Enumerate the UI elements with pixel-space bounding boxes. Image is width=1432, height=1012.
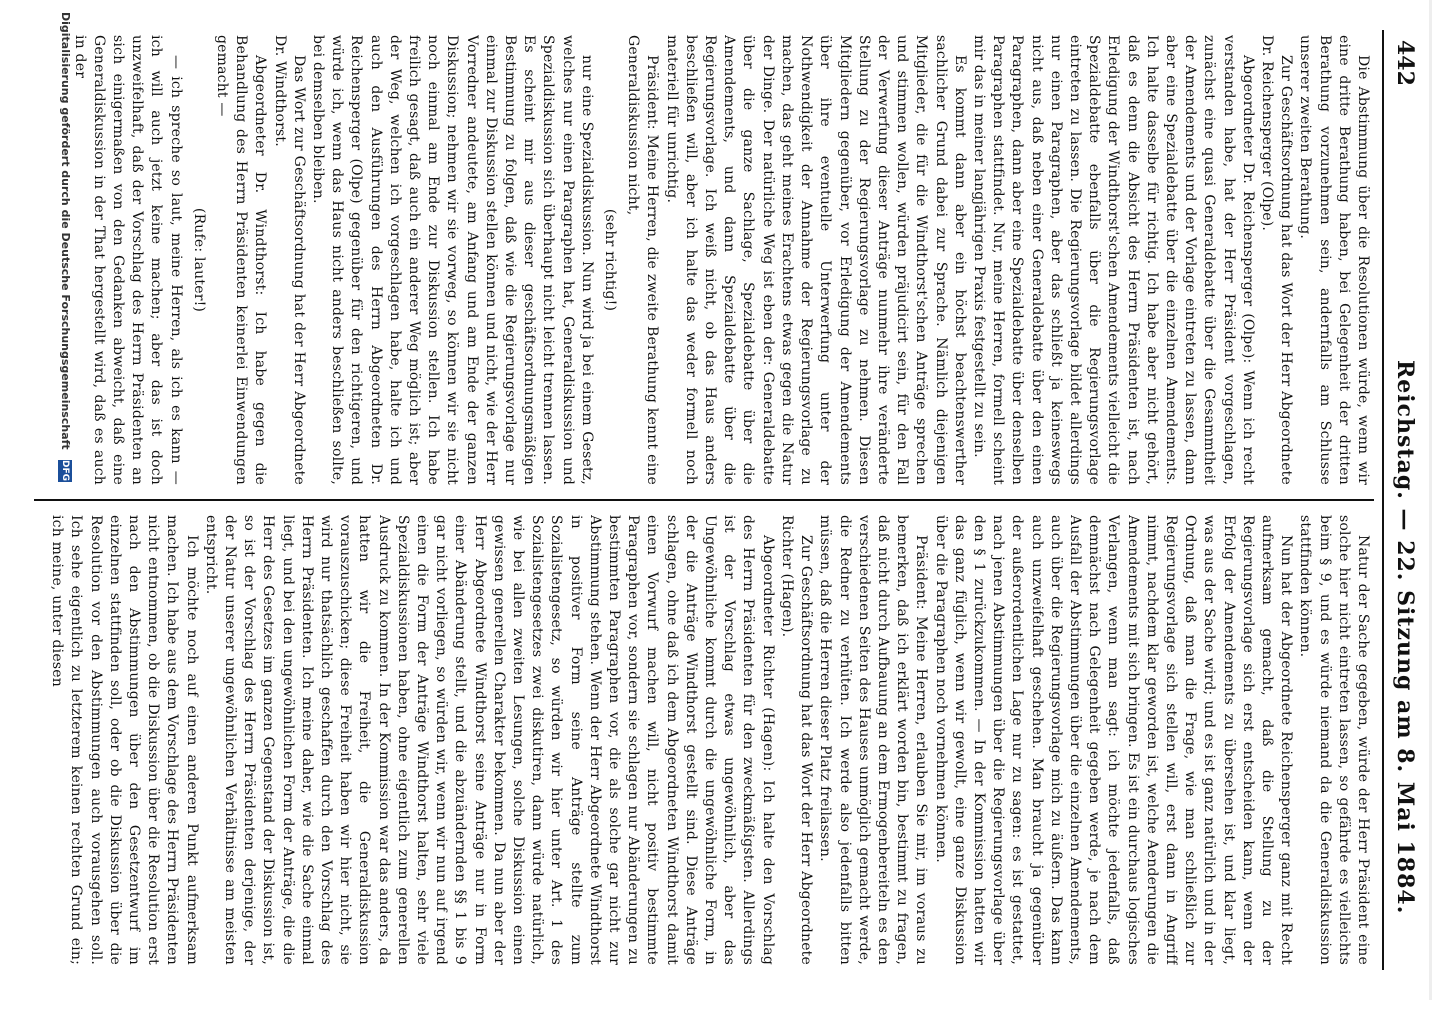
interjection: (sehr richtig!): [602, 208, 619, 312]
paragraph: nur eine Spezialdiskussion. Nun wird ja bei einem Gesetz, welches nur einen Paragraphen hat, Generaldiskussion und Spezialdiskussion sich überhaupt nicht leicht trennen lassen. Es scheint mir aus dieser geschäftsordnungsmäßigen Bestimmung zu folgen, daß wie die Regierungsvorlage nur einmal zur Diskussion stellen können und nicht, wie der Herr Vorredner andeutete, am Anfang und am Ende der ganzen Diskussion; nehmen wir sie vorweg, so können wir sie nicht noch einmal am Ende zur Diskussion stellen. Ich habe freilich gesagt, daß auch ein anderer Weg möglich ist; aber der Weg, welchen ich vorgeschlagen habe, halte ich und auch den Ausführungen des Herrn Abgeordneten Dr. Reichensperger (Olpe) gegenüber für den richtigeren, und würde ich, wenn das Haus nicht anders beschließen sollte, bei demselben bleiben.: [310, 35, 595, 485]
interjection: (Rufe: lauter!): [190, 207, 207, 313]
page-footer: [52, 12, 72, 1012]
paragraph: Ich möchte noch auf einen anderen Punkt aufmerksam machen. Ich habe aus dem Vorschlage des Herrn Präsidenten nicht entnommen, ob die Diskussion über die Resolution erst nach den Abstimmungen über den Gesetzentwurf im einzelnen stattfinden soll, oder ob die Diskussion über die Resolution vor den Abstimmungen auch vorausgehen soll. Ich sehe eigentlich zu letzterem keinen rechten Grund ein; ich meine, unter diesen: [49, 515, 200, 965]
dfg-logo: DFG: [60, 460, 70, 482]
paragraph: Abgeordneter Dr. Reichensperger (Olpe): Wenn ich recht verstanden habe, hat der Herr Präsident vorgeschlagen, zunächst eine quasi Generaldebatte über die Gesammtheit der Amendements und der Vorlage eintreten zu lassen, dann aber eine Spezialdebatte über die einzelnen Amendements. Ich halte dasselbe für richtig. Ich habe aber nicht gehört, daß es denn die Absicht des Herrn Präsidenten ist, nach Erledigung der Windthorst'schen Amendements vielleicht die Spezialdebatte ebenfalls über die Regierungsvorlage eintreten zu lassen. Die Regierungsvorlage bildet allerdings nur einen Paragraphen, aber das schließt ja keineswegs nicht aus, daß neben einer Generaldebatte über den einen Paragraphen, dann aber eine Spezialdebatte über denselben Paragraphen stattfindet. Nur, meine Herren, formell scheint mir das in meiner langjährigen Praxis festgestellt zu sein.: [970, 35, 1256, 485]
paragraph: Präsident: Meine Herren, erlauben Sie mir, im voraus zu bemerken, daß ich erklärt worden bin, bestimmt zu fragen, daß nicht durch Aufbauung an dem Ermogenbereiteln es den verschiedenen Seiten des Hauses unmöglich gemacht werde, die Redner zu verhüten. Ich werde also jedenfalls bitten müssen, daß die Herren dieser Platz freilassen.: [817, 515, 930, 965]
paragraph: Zur Geschäftsordnung hat das Wort der Herr Abgeordnete Richter (Hagen).: [778, 515, 815, 965]
paragraph: Die Abstimmung über die Resolutionen würde, wenn wir eine dritte Berathung haben, bei Gelegenheit der dritten Berathung vorzunehmen sein, andernfalls am Schlusse unserer zweiten Berathung.: [1297, 35, 1371, 485]
paragraph: Es kommt dann aber ein höchst beachtenswerther sachlicher Grund dabei zur Sprache. Nämlich diejenigen Mitglieder, die für die Windthorst'schen Anträge sprechen und stimmen wollen, würden präjudicirt sein, für den Fall der Verwerfung dieser Anträge nunmehr ihre veränderte Stellung zu der Regierungsvorlage zu nehmen. Diesen Mitgliedern gegenüber, vor Erledigung der Amendements über ihre eventuelle Unterwerfung unter der Nothwendigkeit der Annahme der Regierungsvorlage zu machen, das geht meines Erachtens etwas gegen die Natur der Dinge. Der natürliche Weg ist eben der: Generaldebatte über die ganze Sachlage, Spezialdebatte über die Amendements, und dann Spezialdebatte über die Regierungsvorlage. Ich weiß nicht, ob das Haus anders beschließen will, aber ich halte das weder formell noch materiell für unrichtig.: [663, 35, 968, 485]
paragraph: Abgeordneter Richter (Hagen): Ich halte den Vorschlag des Herrn Präsidenten für den zweckmäßigsten. Allerdings ist der Vorschlag etwas ungewöhnlich, aber das Ungewöhnliche kommt durch die ungewöhnliche Form, in der die Anträge Windthorst gestellt sind. Diese Anträge schlagen, ohne daß ich dem Abgeordneten Windthorst damit einen Vorwurf machen will, nicht positiv bestimmte Paragraphen vor, sondern sie schlagen nur Abänderungen zu bestimmten Paragraphen vor, die als solche gar nicht zur Abstimmung stehen. Wenn der Herr Abgeordnete Windthorst in positiver Form seine Anträge stellte zum Sozialistengesetz, so würden wir hier unter Art. 1 des Sozialistengesetzes zwei diskutiren, dann würde natürlich, wie bei allen zweiten Lesungen, solche Diskussion einen gewissen generellen Charakter bekommen. Da nun aber der Herr Abgeordnete Windthorst seine Anträge nur in Form einer Abänderung stellt, und die abzuändernden §§ 1 bis 9 gar nicht vorliegen, so würden wir, wenn wir nun auf irgend einen die Form der Anträge Windthorst halten, sehr viele Spezialdiskussionen haben, ohne eigentlich zum generellen Ausdruck zu kommen. In der Kommission war das anders, da hatten wir die Freiheit, die Generaldiskussion vorauszuschicken; diese Freiheit haben wir hier nicht, sie wird nur thatsächlich geschaffen durch den Vorschlag des Herrn Präsidenten. Ich meine daher, wie die Sache einmal liegt, und bei den ungewöhnlichen Form der Anträge, die die Herr des Gesetzes im ganzen Gegenstand der Diskussion ist, so ist der Vorschlag des Herrn Präsidenten derjenige, der der Natur unserer ungewöhnlichen Verhältnisse am meisten entspricht.: [202, 515, 776, 965]
header-rule: [1382, 30, 1384, 970]
page-number: 442: [1392, 40, 1418, 86]
left-column: [42, 35, 1372, 485]
paragraph: Abgeordneter Dr. Windthorst: Ich habe gegen die Behandlung des Herrn Präsidenten keinerlei Einwendungen gemacht —: [214, 35, 269, 485]
footer-credit: Digitalisierung gefördert durch die Deutsche Forschungsgemeinschaft: [59, 12, 72, 450]
paragraph: Natur der Sache gegeben, würde der Herr Präsident eine solche hier nicht eintreten lassen, so gefährde es vielleichts beim § 9, und es würde niemand da die Generaldiskussion stattfinden können.: [1297, 515, 1371, 965]
column-divider: [34, 499, 1374, 501]
page-header: [1384, 0, 1424, 1000]
paragraph: Nun hat der Abgeordnete Reichensperger ganz mit Recht aufmerksam gemacht, daß die Stellung zu der Regierungsvorlage sich erst entscheiden kann, wenn der Erfolg der Amendements zu übersehen ist, und klar liegt, was aus der Sache wird; und es ist ganz natürlich und in der Ordnung, daß man die Frage, wie man schließlich zur Regierungsvorlage sich stellen will, erst dann in Angriff nimmt, nachdem klar geworden ist, welche Aenderungen die Amendements mit sich bringen. Es ist ein durchaus logisches Verlangen, wenn man sagt: ich möchte jedenfalls, daß demnächst nach Gelegenheit gegeben werde, je nach dem Ausfall der Abstimmungen über die einzelnen Amendements, auch über die Regierungsvorlage mich zu äußern. Das kann auch unzweifelhaft geschehen. Man braucht ja gegenüber der außerordentlichen Lage nur zu sagen: es ist gestattet, nach jenen Abstimmungen über die Regierungsvorlage über den § 1 zurückzukommen. — In der Kommission hatten wir das ganz füglich, wenn wir gewollt, eine ganze Diskussion über die Paragraphen noch vornehmen können.: [932, 515, 1295, 965]
paragraph: Zur Geschäftsordnung hat das Wort der Herr Abgeordnete Dr. Reichensperger (Olpe).: [1258, 35, 1295, 485]
paragraph: — ich spreche so laut, meine Herren, als ich es kann — ich will auch jetzt keine machen; aber das ist doch unzweifelhaft, daß der Vorschlag des Herrn Präsidenten an sich einigermaßen von den Gedanken abweicht, daß eine Generaldiskussion in der That hergestellt wird, daß es auch in der: [71, 35, 184, 485]
running-title: Reichstag. — 22. Sitzung am 8. Mai 1884.: [1392, 360, 1418, 915]
right-column: [42, 515, 1372, 965]
paragraph: Das Wort zur Geschäftsordnung hat der Herr Abgeordnete Dr. Windthorst.: [271, 35, 307, 485]
paragraph: Präsident: Meine Herren, die zweite Berathung kennt eine Generaldiskussion nicht,: [625, 35, 661, 485]
